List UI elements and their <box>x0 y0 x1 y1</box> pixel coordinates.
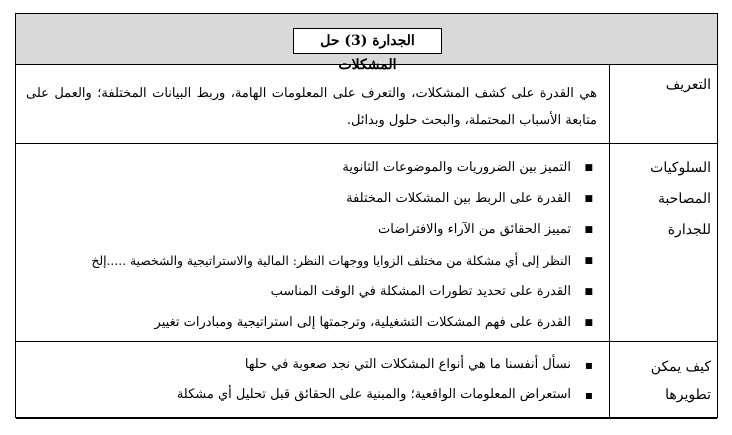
definition-text: هي القدرة على كشف المشكلات، والتعرف على المعلومات الهامة، وربط البيانات المختلفة؛ والعمل على متابعة الأسباب المحتملة، والبحث حلول وبدائل. <box>26 86 597 128</box>
bullet-icon: ▪ <box>584 388 593 402</box>
table-title-row <box>16 14 717 73</box>
definition-row <box>16 64 717 144</box>
list-item <box>26 313 597 344</box>
list-item <box>26 282 597 313</box>
behaviors-row <box>16 143 717 342</box>
bullet-icon: ■ <box>584 318 593 328</box>
definition-label: التعريف <box>609 64 717 143</box>
list-item-text: التميز بين الضروريات والموضوعات الثانوية <box>342 160 571 175</box>
list-item <box>26 385 597 415</box>
development-label <box>609 342 717 418</box>
table-title: الجدارة (3) حل المشكلات <box>293 28 442 54</box>
behaviors-list <box>26 158 597 344</box>
list-item <box>26 251 597 282</box>
list-item <box>26 158 597 189</box>
list-item-text: القدرة على فهم المشكلات التشغيلية، وترجمتها إلى استراتيجية ومبادرات تغيير <box>154 315 571 330</box>
list-item-text: تمييز الحقائق من الآراء والافتراضات <box>378 222 571 237</box>
list-item <box>26 355 597 385</box>
list-item <box>26 220 597 251</box>
development-label-line: تطويرها <box>665 387 711 403</box>
list-item-text: القدرة على الربط بين المشكلات المختلفة <box>346 191 571 206</box>
list-item-text: القدرة على تحديد تطورات المشكلة في الوقت المناسب <box>270 284 571 299</box>
behaviors-label-line: السلوكيات <box>650 160 711 176</box>
bullet-icon: ■ <box>584 225 593 235</box>
list-item <box>26 189 597 220</box>
bullet-icon: ■ <box>584 256 593 266</box>
bullet-icon: ■ <box>584 287 593 297</box>
bullet-icon: ■ <box>584 163 593 173</box>
competency-table <box>15 13 718 418</box>
behaviors-label <box>609 143 717 341</box>
development-row <box>16 341 717 419</box>
behaviors-label-line: المصاحبة <box>657 191 711 207</box>
development-list-cell <box>16 342 609 418</box>
behaviors-label-line: للجدارة <box>667 222 711 238</box>
list-item-text: نسأل أنفسنا ما هي أنواع المشكلات التي نجد صعوبة في حلها <box>244 357 571 372</box>
development-label-line: كيف يمكن <box>650 359 711 375</box>
bullet-icon: ■ <box>584 194 593 204</box>
list-item-text: استعراض المعلومات الواقعية؛ والمبنية على الحقائق قبل تحليل أي مشكلة <box>176 387 571 402</box>
behaviors-list-cell <box>16 143 609 341</box>
development-list <box>26 355 597 415</box>
list-item-text: النظر إلى أي مشكلة من مختلف الزوايا ووجهات النظر: المالية والاستراتيجية والشخصية .....إلخ <box>91 254 571 268</box>
bullet-icon: ▪ <box>584 358 593 372</box>
